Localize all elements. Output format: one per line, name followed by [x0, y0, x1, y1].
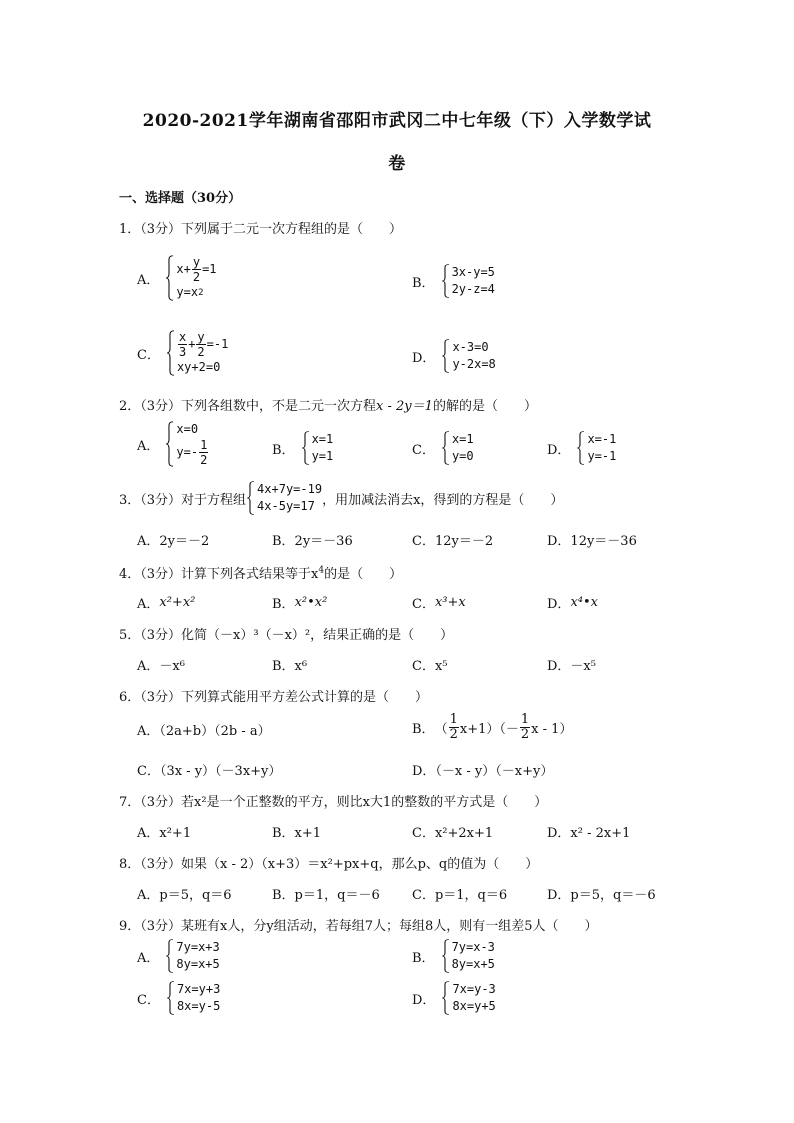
q4-option-b: B． x²•x²: [272, 595, 328, 612]
left-brace-icon: [441, 339, 450, 373]
equation-line: y=0: [451, 449, 474, 463]
left-brace-icon: [165, 939, 174, 973]
equation-system: [576, 431, 616, 465]
question-5-stem: 5．（3分）化简（－x）³（－x）²，结果正确的是（ ）: [119, 628, 454, 643]
question-3-stem: 3．（3分）对于方程组 4x+7y=-19 4x-5y=17 ，用加减法消去x，得到的方程是（ ）: [119, 482, 564, 513]
equation-line: xy+2=0: [176, 360, 221, 374]
question-6-stem: 6．（3分）下列算式能用平方差公式计算的是（ ）: [119, 690, 429, 705]
q5-option-b: B．x⁶: [272, 659, 308, 674]
q3-option-b: B．2y＝－36: [272, 534, 353, 549]
option-label: C．: [137, 992, 160, 1008]
left-brace-icon: [441, 264, 450, 298]
equation-line: 3x-y=5: [451, 265, 495, 279]
equation-line: y=-1: [587, 449, 617, 463]
option-label: D．: [412, 350, 436, 366]
q6-option-b: B． （ $\frac{1}{2}$ x+1）（－ $\frac{1}{2}$ x - 1）: [412, 712, 573, 742]
equation-system: [165, 421, 209, 467]
equation-line: 8y=x+5: [176, 957, 220, 971]
equation-system: [166, 981, 220, 1015]
left-brace-icon: [246, 481, 255, 515]
equation-line: 8x=y-5: [176, 999, 221, 1013]
q7-option-b: B．x+1: [272, 826, 322, 841]
q2-option-c: [412, 431, 474, 465]
equation-system: [165, 939, 219, 973]
q2-option-d: [547, 431, 616, 465]
q5-option-c: C．x⁵: [412, 659, 448, 674]
equation-system: [166, 330, 228, 376]
equation-line: 7x=y+3: [176, 982, 221, 996]
question-1-stem: 1．（3分）下列属于二元一次方程组的是（ ）: [119, 222, 403, 237]
equation-line: 7y=x+3: [176, 940, 220, 954]
left-brace-icon: [165, 255, 174, 301]
q8-option-c: C．p＝1，q＝6: [412, 888, 508, 903]
left-brace-icon: [441, 981, 450, 1015]
question-8-stem: 8．（3分）如果（x - 2）（x+3）＝x²+px+q，那么p、q的值为（ ）: [119, 857, 539, 872]
equation-line: x-3=0: [452, 340, 489, 354]
equation-system: [246, 481, 322, 515]
document-title-line-1: 2020-2021学年湖南省邵阳市武冈二中七年级（下）入学数学试: [142, 111, 652, 131]
q6-option-d: D．（－x - y）（－x+y）: [412, 764, 554, 779]
q8-option-d: D．p＝5，q＝－6: [547, 888, 656, 903]
equation-line: y=- $\frac{1}{2}$: [176, 438, 208, 467]
equation-line: x=-1: [587, 432, 617, 446]
option-label: B．: [272, 442, 295, 458]
q5-option-a: A．－x⁶: [137, 659, 185, 674]
q6-option-a: A．（2a+b）（2b - a）: [137, 724, 271, 739]
left-brace-icon: [576, 431, 585, 465]
q1-option-b: [412, 264, 495, 298]
option-label: A．: [137, 438, 160, 454]
option-label: D．: [547, 442, 571, 458]
equation-line: y-2x=8: [452, 357, 496, 371]
equation-line: x+ $\frac{y}{2}$ =1: [176, 255, 217, 284]
q3-option-d: D．12y＝－36: [547, 534, 637, 549]
equation-line: y=1: [311, 449, 334, 463]
equation-system: [441, 264, 495, 298]
left-brace-icon: [301, 431, 310, 465]
equation-line: x=1: [451, 432, 474, 446]
equation-line: 4x-5y=17: [257, 499, 315, 513]
document-title-line-2: 卷: [388, 154, 406, 174]
left-brace-icon: [166, 981, 175, 1015]
section-heading: 一、选择题（30分）: [119, 191, 242, 206]
equation-line: x=1: [311, 432, 334, 446]
equation-system: [441, 981, 495, 1015]
left-brace-icon: [165, 421, 174, 467]
question-4-stem: 4．（3分）计算下列各式结果等于$x^4$的是（ ）: [119, 565, 403, 582]
option-label: B．: [412, 950, 435, 966]
option-label: D．: [412, 992, 436, 1008]
equation-line: 4x+7y=-19: [257, 482, 323, 496]
option-label: A．: [137, 272, 160, 288]
q7-option-d: D．x² - 2x+1: [547, 826, 631, 841]
option-label: C．: [412, 442, 435, 458]
q2-option-a: [137, 421, 209, 467]
q4-option-c: C． x³+x: [412, 595, 466, 612]
q8-option-a: A．p＝5，q＝6: [137, 888, 232, 903]
q1-option-d: [412, 339, 496, 373]
left-brace-icon: [441, 431, 450, 465]
q5-option-d: D．－x⁵: [547, 659, 596, 674]
equation-system: [301, 431, 334, 465]
equation-line: x=0: [176, 422, 199, 436]
question-7-stem: 7．（3分）若x²是一个正整数的平方，则比x大1的整数的平方式是（ ）: [119, 795, 548, 810]
q8-option-b: B．p＝1，q＝－6: [272, 888, 380, 903]
q6-option-c: C．（3x - y）（－3x+y）: [137, 764, 282, 779]
equation-line: 7x=y-3: [452, 982, 496, 996]
left-brace-icon: [441, 939, 450, 973]
q1-option-c: [137, 330, 228, 376]
option-label: A．: [137, 950, 160, 966]
q4-option-d: D． x⁴•x: [547, 595, 598, 612]
q9-option-a: [137, 939, 220, 973]
option-label: C．: [137, 347, 160, 363]
equation-line: 8x=y+5: [452, 999, 496, 1013]
equation-system: [441, 339, 495, 373]
q3-option-c: C．12y＝－2: [412, 534, 494, 549]
question-2-stem: 2．（3分）下列各组数中，不是二元一次方程x - 2y＝1的解的是（ ）: [119, 399, 537, 414]
equation-line: 2y-z=4: [451, 282, 495, 296]
q7-option-a: A．x²+1: [137, 826, 192, 841]
q1-option-a: [137, 255, 217, 301]
q9-option-c: [137, 981, 220, 1015]
q9-option-b: [412, 939, 495, 973]
option-label: B．: [412, 275, 435, 291]
q7-option-c: C．x²+2x+1: [412, 826, 494, 841]
equation-system: [441, 939, 495, 973]
equation-system: [441, 431, 474, 465]
equation-line: 8y=x+5: [451, 957, 495, 971]
q9-option-d: [412, 981, 496, 1015]
equation-line: 7y=x-3: [451, 940, 495, 954]
q2-option-b: [272, 431, 333, 465]
q3-option-a: A．2y＝－2: [137, 534, 210, 549]
equation-line: $\frac{x}{3}$ + $\frac{y}{2}$ =-1: [178, 330, 229, 359]
equation-system: [165, 255, 216, 301]
q4-option-a: A． x²+x²: [137, 595, 196, 612]
equation-line: y=x 2: [176, 285, 204, 299]
question-9-stem: 9．（3分）某班有x人，分y组活动，若每组7人；每组8人，则有一组差5人（ ）: [119, 919, 598, 934]
left-brace-icon: [166, 330, 175, 376]
